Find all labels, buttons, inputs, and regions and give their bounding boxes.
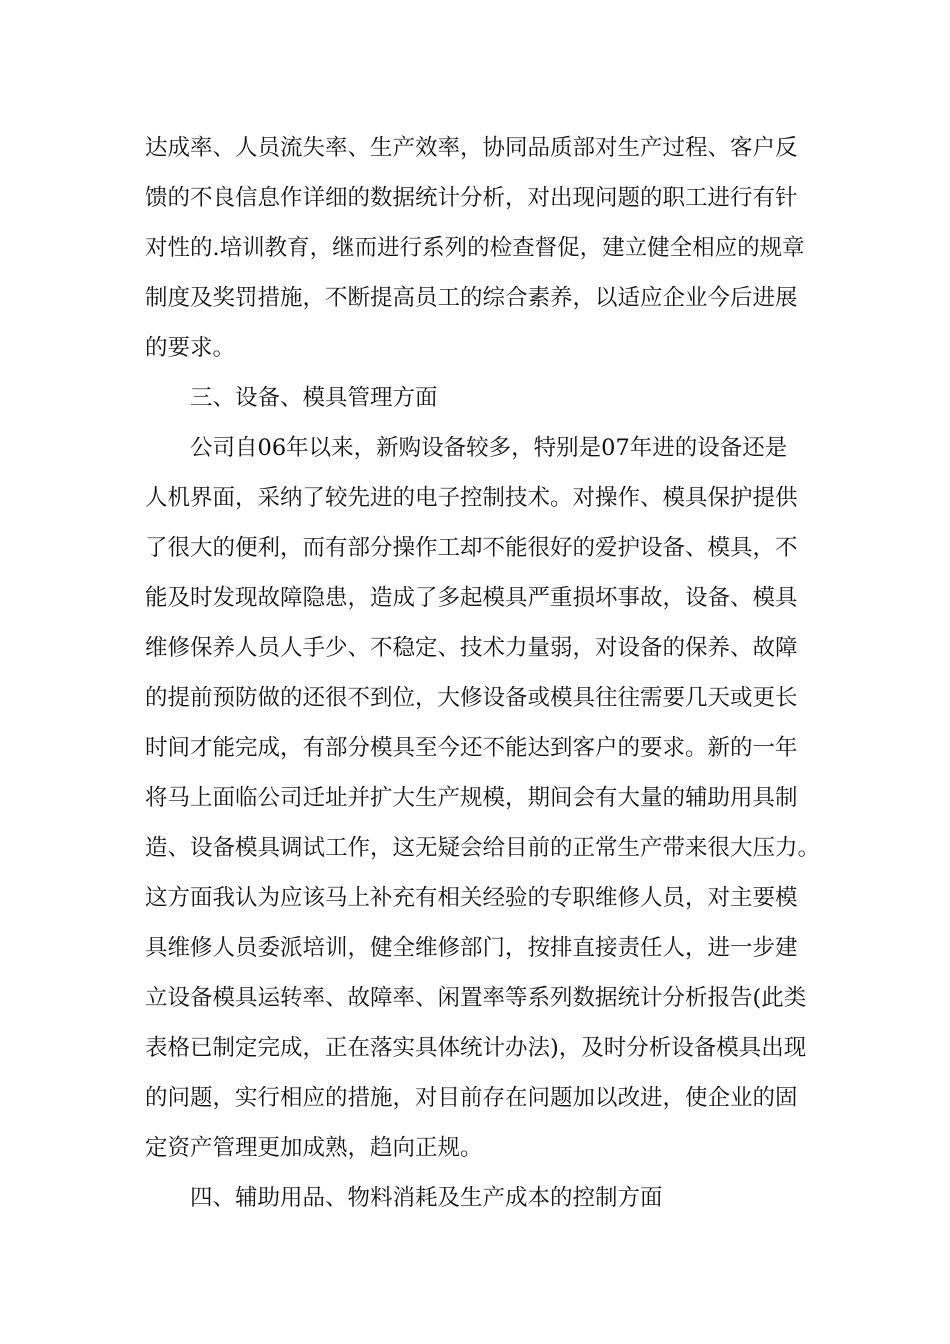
paragraph-line: 能及时发现故障隐患，造成了多起模具严重损坏事故，设备、模具 [145, 585, 798, 611]
paragraph-line: 了很大的便利，而有部分操作工却不能很好的爱护设备、模具，不 [145, 535, 798, 561]
paragraph-line: 表格已制定完成，正在落实具体统计办法)，及时分析设备模具出现 [145, 1035, 807, 1061]
paragraph-line: 公司自06年以来，新购设备较多，特别是07年进的设备还是 [190, 435, 788, 461]
paragraph-line: 立设备模具运转率、故障率、闲置率等系列数据统计分析报告(此类 [145, 985, 807, 1011]
paragraph-line: 具维修人员委派培训，健全维修部门，按排直接责任人，进一步建 [145, 935, 798, 961]
paragraph-line: 时间才能完成，有部分模具至今还不能达到客户的要求。新的一年 [145, 735, 798, 761]
paragraph-line: 维修保养人员人手少、不稳定、技术力量弱，对设备的保养、故障 [145, 635, 798, 661]
paragraph-line: 定资产管理更加成熟，趋向正规。 [145, 1135, 483, 1161]
paragraph-line: 的提前预防做的还很不到位，大修设备或模具往往需要几天或更长 [145, 685, 798, 711]
paragraph-line: 的问题，实行相应的措施，对目前存在问题加以改进，使企业的固 [145, 1085, 798, 1111]
section-heading: 三、设备、模具管理方面 [190, 385, 438, 411]
paragraph-line: 造、设备模具调试工作，这无疑会给目前的正常生产带来很大压力。 [145, 835, 821, 861]
paragraph-line: 这方面我认为应该马上补充有相关经验的专职维修人员，对主要模 [145, 885, 798, 911]
section-heading: 四、辅助用品、物料消耗及生产成本的控制方面 [190, 1185, 663, 1211]
paragraph-line: 制度及奖罚措施，不断提高员工的综合素养，以适应企业今后进展 [145, 285, 798, 311]
paragraph-line: 达成率、人员流失率、生产效率，协同品质部对生产过程、客户反 [145, 135, 798, 161]
paragraph-line: 的要求。 [145, 335, 236, 361]
paragraph-line: 将马上面临公司迁址并扩大生产规模，期间会有大量的辅助用具制 [145, 785, 798, 811]
paragraph-line: 人机界面，采纳了较先进的电子控制技术。对操作、模具保护提供 [145, 485, 798, 511]
paragraph-line: 对性的.培训教育，继而进行系列的检查督促，建立健全相应的规章 [145, 235, 805, 261]
paragraph-line: 馈的不良信息作详细的数据统计分析，对出现问题的职工进行有针 [145, 185, 798, 211]
